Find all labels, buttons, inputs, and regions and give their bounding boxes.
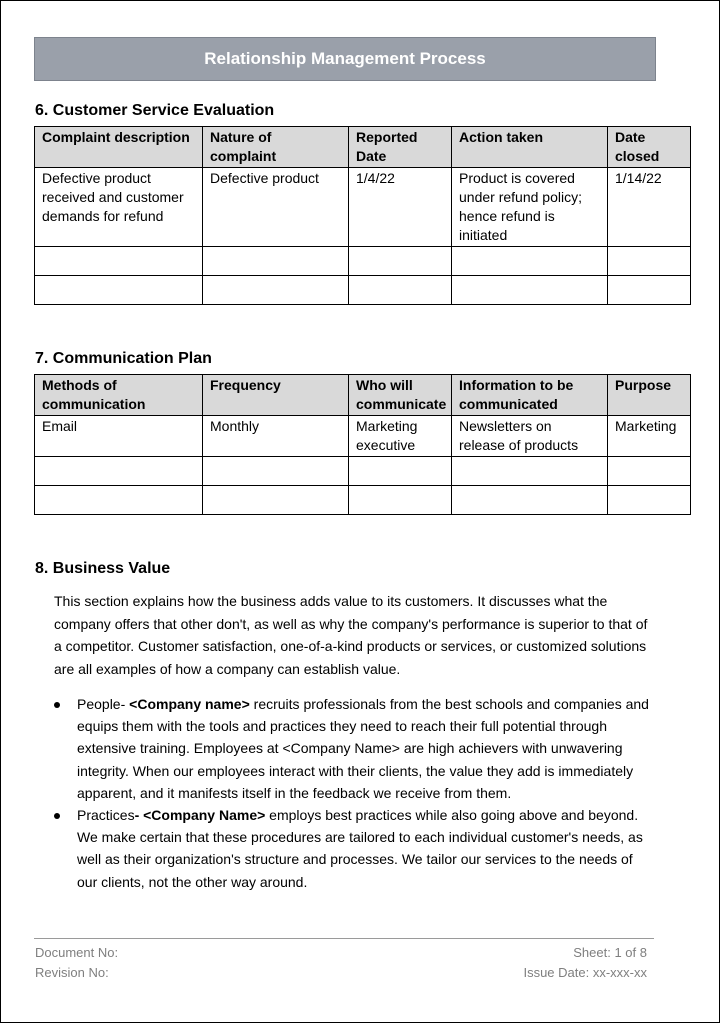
table-cell — [349, 457, 452, 486]
table-cell — [203, 247, 349, 276]
business-value-intro: This section explains how the business adds value to its customers. It discusses what the company offers that other don't, as well as why the company's performance is superior to that of a competitor. Customer satisfaction, one-of-a-kind products or services, or customized solutions are all examples of how a company can establish value. — [54, 593, 648, 677]
sheet-number: Sheet: 1 of 8 — [573, 945, 647, 960]
table-cell — [35, 276, 203, 305]
column-header: Action taken — [452, 127, 608, 168]
column-header: Reported Date — [349, 127, 452, 168]
table-cell — [349, 247, 452, 276]
table-cell: Marketing — [608, 416, 691, 457]
bullet-text: employs best practices while also going above and beyond. We make certain that these procedures are tailored to each individual customer's needs, as well as their organization's structure and processes. We tailor our services to the needs of our clients, not the other way around. — [77, 807, 643, 890]
company-placeholder: - <Company Name> — [134, 807, 266, 824]
list-item — [54, 804, 654, 893]
document-number-label: Document No: — [35, 945, 119, 960]
table-cell — [452, 457, 608, 486]
table-cell: Monthly — [203, 416, 349, 457]
communication-plan-table — [34, 374, 691, 515]
table-cell: Defective product — [203, 168, 349, 247]
column-header: Information to be communicated — [452, 375, 608, 416]
column-header: Date closed — [608, 127, 691, 168]
table-cell: Email — [35, 416, 203, 457]
table-row — [35, 276, 691, 305]
column-header: Purpose — [608, 375, 691, 416]
table-cell — [349, 276, 452, 305]
table-cell — [608, 276, 691, 305]
table-header-row — [35, 127, 691, 168]
page-title: Relationship Management Process — [204, 49, 486, 68]
table-cell — [35, 486, 203, 515]
table-cell — [35, 247, 203, 276]
bullet-icon — [54, 813, 60, 819]
business-value-heading: 8. Business Value — [35, 560, 171, 577]
table-cell — [35, 457, 203, 486]
table-cell — [203, 276, 349, 305]
table-cell: 1/4/22 — [349, 168, 452, 247]
communication-plan-heading: 7. Communication Plan — [35, 350, 212, 367]
bullet-icon — [54, 702, 60, 708]
column-header: Methods of communication — [35, 375, 203, 416]
table-cell — [608, 247, 691, 276]
table-row — [35, 486, 691, 515]
table-cell — [608, 457, 691, 486]
table-cell — [452, 247, 608, 276]
table-row — [35, 457, 691, 486]
table-cell: 1/14/22 — [608, 168, 691, 247]
table-row — [35, 247, 691, 276]
page-title-banner — [34, 37, 656, 81]
revision-number-label: Revision No: — [35, 965, 109, 980]
table-cell: Product is covered under refund policy; hence refund is initiated — [452, 168, 608, 247]
table-cell: Defective product received and customer demands for refund — [35, 168, 203, 247]
bullet-lead: Practices — [77, 807, 135, 824]
table-cell: Marketing executive — [349, 416, 452, 457]
issue-date: Issue Date: xx-xxx-xx — [523, 965, 647, 980]
business-value-list — [54, 693, 654, 893]
column-header: Nature of complaint — [203, 127, 349, 168]
table-cell — [608, 486, 691, 515]
table-cell: Newsletters on release of products — [452, 416, 608, 457]
table-cell — [203, 457, 349, 486]
table-cell — [452, 486, 608, 515]
bullet-text: recruits professionals from the best schools and companies and equips them with the tools and practices they need to reach their full potential through extensive training. Employees at <Company Name> are high achievers with unwavering integrity. When our employees interact with their clients, the value they add is immediately apparent, and it manifests itself in the feedback we receive from them. — [77, 696, 649, 801]
table-row — [35, 416, 691, 457]
table-header-row — [35, 375, 691, 416]
table-row — [35, 168, 691, 247]
footer-divider — [34, 938, 654, 939]
column-header: Complaint description — [35, 127, 203, 168]
table-cell — [452, 276, 608, 305]
bullet-lead: People- — [77, 696, 130, 712]
column-header: Who will communicate — [349, 375, 452, 416]
company-placeholder: <Company name> — [129, 696, 250, 712]
list-item — [54, 693, 654, 804]
customer-service-table — [34, 126, 691, 305]
table-cell — [349, 486, 452, 515]
table-cell — [203, 486, 349, 515]
customer-service-heading: 6. Customer Service Evaluation — [35, 102, 275, 119]
column-header: Frequency — [203, 375, 349, 416]
